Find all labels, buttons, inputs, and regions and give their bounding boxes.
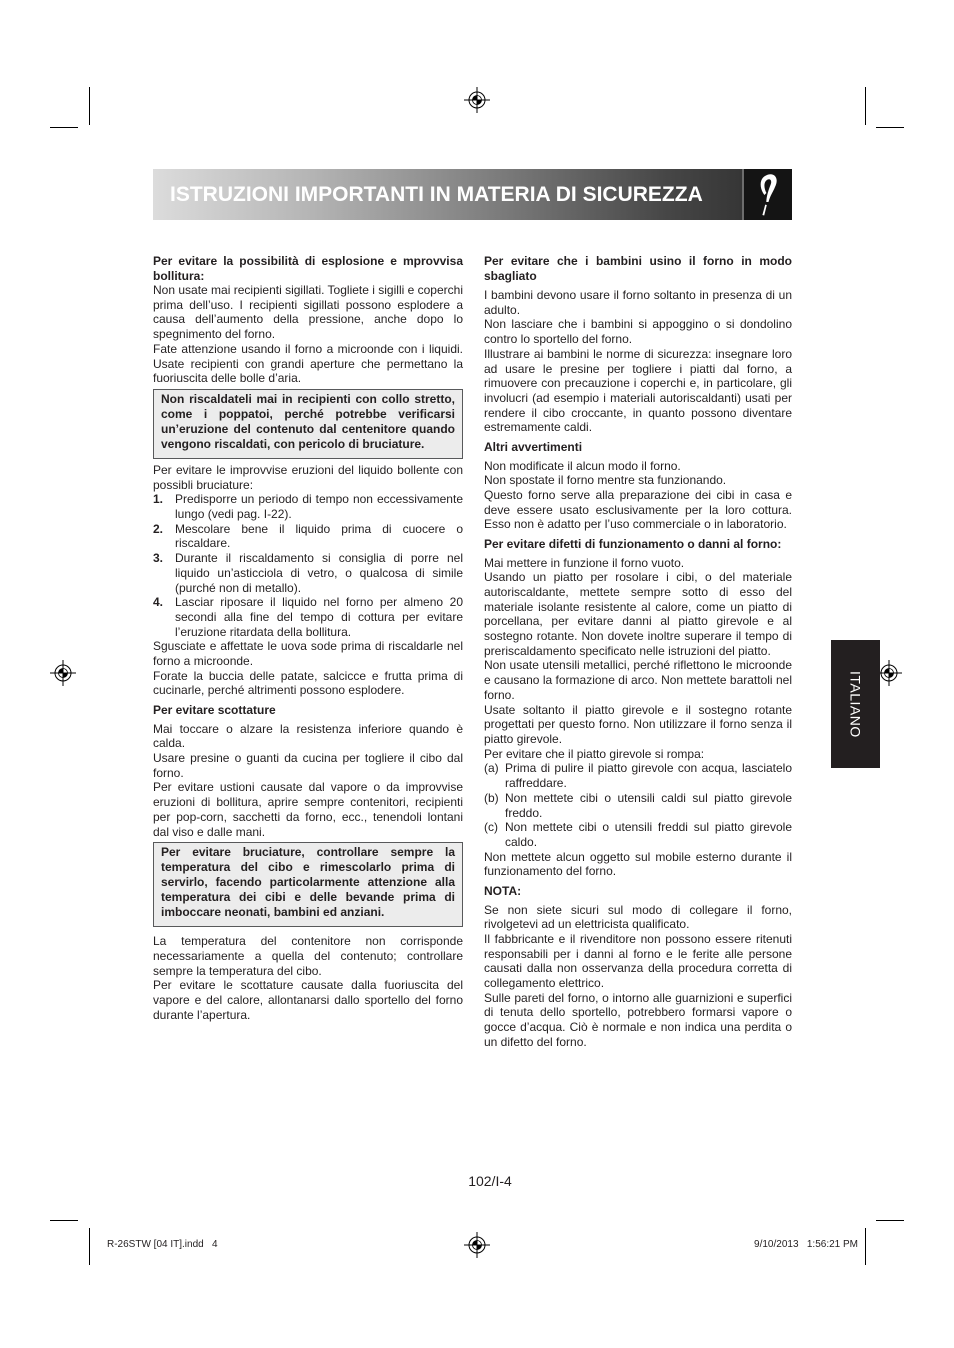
page-number: 102/I-4 [468,1173,512,1189]
paragraph: Mai toccare o alzare la resistenza inferiore quando è calda. [153,721,463,751]
step-number: 4. [153,595,164,610]
paragraph: Per evitare ustioni causate dal vapore o da improvvise eruzioni di bollitura, aprire sempre contenitori, recipienti per pop-corn, sacchetti da forno, ecc., tenendoli lontani dal viso e dalle mani. [153,780,463,839]
paragraph: Mai mettere in funzione il forno vuoto. [484,555,685,570]
section-heading-children: Per evitare che i bambini usino il forno in modo sbagliato [484,254,792,283]
warning-box-food-temperature: Per evitare bruciature, controllare sempre la temperatura del cibo e rimescolarlo prima di servirlo, facendo particolarmente attenzione alla temperatura dei cibi e delle bevande prima di imboccare neonati, bambini ed anziani. [153,842,463,927]
footer-timestamp: 9/10/2013 1:56:21 PM [754,1239,858,1250]
registration-mark-left-icon [50,660,76,686]
paragraph: Forate la buccia delle patate, salcicce e frutta prima di cucinarle, perché altrimenti possono esplodere. [153,668,463,698]
paragraph: Il fabbricante e il rivenditore non possono essere ritenuti responsabili per i danni al forno e le ferite alle persone causati dalla non osservanza della procedura corretta di collegamento elettrico. [484,931,792,991]
step-item [153,595,463,639]
paragraph: Se non siete sicuri sul modo di collegare il forno, rivolgetevi ad un elettricista qualificato. [484,902,792,932]
paragraph: Sgusciate e affettate le uova sode prima di riscaldarle nel forno a microonde. [153,639,463,669]
section-heading-explosion: Per evitare la possibilità di esplosione e mprovvisa bollitura: [153,254,463,283]
paragraph: Per evitare le scottature causate dalla fuoriuscita del vapore e del calore, allontanarsi dallo sportello del forno durante l’apertura. [153,978,463,1022]
step-number: 1. [153,492,164,507]
paragraph: Per evitare che il piatto girevole si rompa: [484,746,705,761]
step-item [153,492,463,521]
list-item-text: Non mettete cibi o utensili freddi sul piatto girevole caldo. [505,820,792,849]
paragraph: Fate attenzione usando il forno a microonde con i liquidi. Usate recipienti con grandi aperture che permettano la fuoriuscita delle bolle d’aria. [153,341,463,386]
footer-file-name: R-26STW [04 IT].indd 4 [107,1239,218,1250]
paragraph: Usate soltanto il piatto girevole e il sostegno rotante progettati per questo forno. Non utilizzare il forno senza il piatto girevole. [484,702,792,746]
safety-warning-icon [742,169,792,220]
paragraph: Non modificate il alcun modo il forno. [484,458,681,473]
step-number: 3. [153,551,164,566]
step-text: Predisporre un periodo di tempo non eccessivamente lungo (vedi pag. I-22). [175,492,463,522]
warning-box-narrow-neck: Non riscaldateli mai in recipienti con collo stretto, come i poppatoi, perché potrebbe verificarsi un’eruzione del contenuto dal centenitore quando vengono riscaldati, con pericolo di bruciature. [153,389,463,459]
paragraph: Non usate utensili metallici, perché riflettono le microonde e causano la formazione di arco. Non mettete barattoli nel forno. [484,658,792,702]
list-item-label: (c) [484,820,498,835]
paragraph: Non usate mai recipienti sigillati. Togliete i sigilli e coperchi prima dell’uso. I recipienti sigillati possono esplodere a causa dell’aumento della pressione, anche dopo lo spegnimento del forno. [153,283,463,342]
right-column [484,254,792,1050]
section-heading-note: NOTA: [484,884,522,899]
list-item-text: Non mettete cibi o utensili caldi sul piatto girevole freddo. [505,790,792,820]
step-text: Durante il riscaldamento si consiglia di porre nel liquido un’asticciola di vetro, o qualcosa di simile (purché non di metallo). [175,551,463,595]
step-number: 2. [153,521,164,536]
page-title: ISTRUZIONI IMPORTANTI IN MATERIA DI SICUREZZA [170,183,703,206]
paragraph: La temperatura del contenitore non corrisponde necessariamente a quella del contenuto; controllare sempre la temperatura del cibo. [153,934,463,978]
list-item [484,761,792,790]
paragraph: Non lasciare che i bambini si appoggino o si dondolino contro lo sportello del forno. [484,317,792,347]
step-text: Lasciar riposare il liquido nel forno per almeno 20 secondi alla fine del tempo di cottura per evitare l’eruzione ritardata della bollitura. [175,595,463,639]
paragraph: Non spostate il forno mentre sta funzionando. [484,473,727,488]
language-tab [831,640,880,768]
paragraph: Questo forno serve alla preparazione dei cibi in casa e deve essere usato esclusivamente per la loro cottura. Esso non è adatto per l’uso commerciale o in laboratorio. [484,487,792,532]
paragraph: I bambini devono usare il forno soltanto in presenza di un adulto. [484,288,792,317]
list-item [484,791,792,820]
section-heading-other-warnings: Altri avvertimenti [484,440,583,455]
registration-mark-top-icon [464,87,490,113]
title-banner [153,169,792,220]
list-item-label: (b) [484,790,499,805]
section-heading-malfunction: Per evitare difetti di funzionamento o danni al forno: [484,537,782,552]
paragraph: Illustrare ai bambini le norme di sicurezza: insegnare loro ad usare le presine per togliere i piatti dal forno, a rimuovere con precauzione i coperchi e, in particolare, gli involucri (ad esempio i materiali autoriscaldanti) usati per rendere il cibo croccante, in quanto possono diventare estremamente caldi. [484,346,792,435]
list-item-label: (a) [484,761,499,776]
paragraph: Non mettete alcun oggetto sul mobile esterno durante il funzionamento del forno. [484,849,792,879]
registration-mark-bottom-icon [464,1232,490,1258]
step-text: Mescolare bene il liquido prima di cuocere o riscaldare. [175,521,463,551]
left-column [153,254,463,1023]
step-item [153,522,463,551]
list-item-text: Prima di pulire il piatto girevole con acqua, lasciatelo raffreddare. [505,761,792,791]
language-tab-label: ITALIANO [847,670,864,738]
paragraph: Per evitare le improvvise eruzioni del liquido bollente con possibli bruciature: [153,462,463,492]
step-item [153,551,463,595]
paragraph: Sulle pareti del forno, o intorno alle guarnizioni e superfici di tenuta dello sportello, potrebbero formarsi vapore o gocce d’acqua. Ciò è normale e non indica una perdita o un difetto del forno. [484,990,792,1049]
list-item [484,820,792,849]
section-heading-burns: Per evitare scottature [153,703,276,718]
paragraph: Usando un piatto per rosolare i cibi, o del materiale autoriscaldante, mettete sempre sotto di esso del materiale isolante resistente al calore, come un piatto di porcellana, per evitare danni al piatto girevole e al sostegno rotante. Non dovete inoltre superare il tempo di preriscaldamento specificato nelle istruzioni del piatto. [484,570,792,658]
paragraph: Usare presine o guanti da cucina per togliere il cibo dal forno. [153,751,463,780]
